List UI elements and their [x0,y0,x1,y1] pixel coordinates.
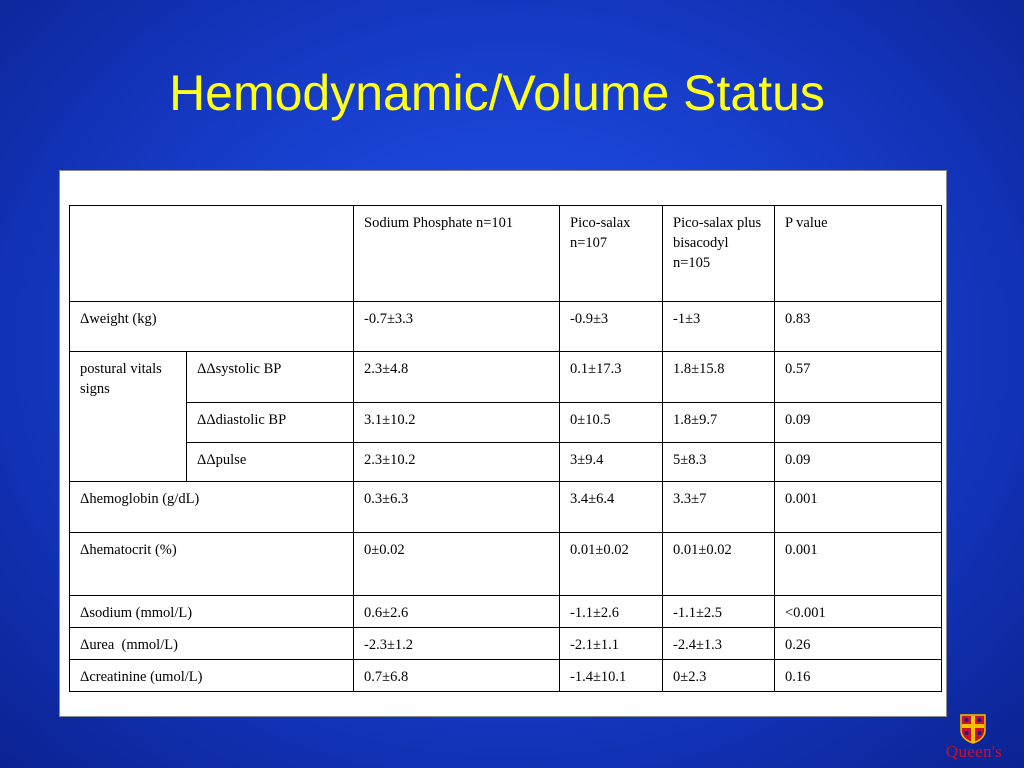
cell-value: 0.01±0.02 [560,533,663,596]
cell-p-value: 0.09 [775,443,942,482]
table-row-systolic [70,352,942,403]
cell-value: 0±10.5 [560,403,663,443]
table-row-diastolic [70,403,942,443]
cell-value: -1±3 [663,302,775,352]
header-pico-salax: Pico-salax n=107 [560,206,663,302]
slide-title: Hemodynamic/Volume Status [169,65,825,121]
cell-value: 0.3±6.3 [354,482,560,533]
row-label: ΔΔpulse [187,443,354,482]
queens-logo [936,712,1008,768]
cell-value: 3.3±7 [663,482,775,533]
table-row-weight [70,302,942,352]
row-label: ΔΔdiastolic BP [187,403,354,443]
logo-wordmark: Queen's [945,742,1003,761]
table-row-urea [70,628,942,660]
cell-value: 3.1±10.2 [354,403,560,443]
cell-p-value: 0.83 [775,302,942,352]
cell-p-value: <0.001 [775,596,942,628]
cell-value: -2.1±1.1 [560,628,663,660]
cell-p-value: 0.26 [775,628,942,660]
cell-value: -1.4±10.1 [560,660,663,692]
cell-value: -0.9±3 [560,302,663,352]
row-label: Δsodium (mmol/L) [70,596,354,628]
table-row-sodium [70,596,942,628]
cell-value: 5±8.3 [663,443,775,482]
row-label: Δurea (mmol/L) [70,628,354,660]
table-header-row [70,206,942,302]
cell-value: 3.4±6.4 [560,482,663,533]
header-sodium-phosphate: Sodium Phosphate n=101 [354,206,560,302]
group-label-postural-vitals: postural vitals signs [70,352,187,482]
cell-value: 1.8±9.7 [663,403,775,443]
cell-p-value: 0.16 [775,660,942,692]
cell-value: 0±0.02 [354,533,560,596]
header-cell-blank [70,206,354,302]
cell-value: 3±9.4 [560,443,663,482]
cell-value: 2.3±4.8 [354,352,560,403]
cell-value: 0.6±2.6 [354,596,560,628]
cell-value: 2.3±10.2 [354,443,560,482]
cell-p-value: 0.09 [775,403,942,443]
cell-p-value: 0.001 [775,533,942,596]
results-table [69,205,942,692]
crest-icon [960,714,986,744]
row-label: Δcreatinine (umol/L) [70,660,354,692]
cell-value: -1.1±2.6 [560,596,663,628]
row-label: Δhemoglobin (g/dL) [70,482,354,533]
cell-value: 0±2.3 [663,660,775,692]
cell-value: 0.7±6.8 [354,660,560,692]
cell-value: -0.7±3.3 [354,302,560,352]
header-pico-salax-bisacodyl: Pico-salax plus bisacodyl n=105 [663,206,775,302]
cell-p-value: 0.57 [775,352,942,403]
row-label: Δhematocrit (%) [70,533,354,596]
table-panel [59,170,947,717]
cell-value: 0.1±17.3 [560,352,663,403]
row-label: ΔΔsystolic BP [187,352,354,403]
cell-value: -2.4±1.3 [663,628,775,660]
cell-p-value: 0.001 [775,482,942,533]
cell-value: 0.01±0.02 [663,533,775,596]
header-p-value: P value [775,206,942,302]
table-row-hemoglobin [70,482,942,533]
cell-value: -2.3±1.2 [354,628,560,660]
row-label: Δweight (kg) [70,302,354,352]
table-row-hematocrit [70,533,942,596]
cell-value: -1.1±2.5 [663,596,775,628]
table-row-pulse [70,443,942,482]
cell-value: 1.8±15.8 [663,352,775,403]
table-row-creatinine [70,660,942,692]
